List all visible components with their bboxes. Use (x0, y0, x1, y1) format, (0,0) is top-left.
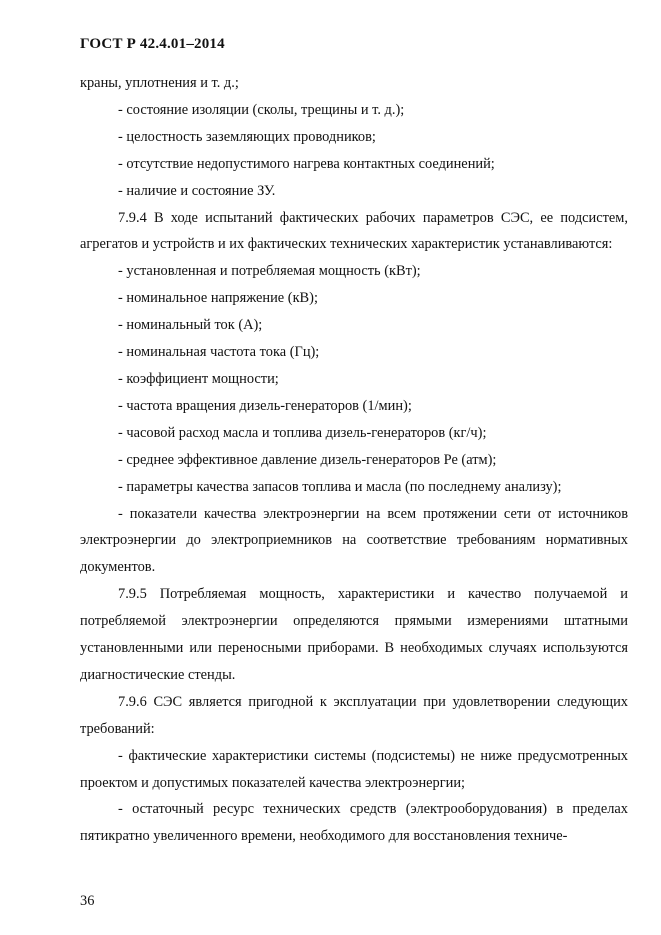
list-item: - номинальный ток (А); (118, 317, 263, 334)
list-item: - параметры качества запасов топлива и масла (по последнему анализу); (118, 478, 562, 495)
paragraph-7-9-4: 7.9.4 В ходе испытаний фактических рабочих параметров СЭС, ее подсистем, агрегатов и устройств и их фактических технических характеристик устанавливаются: (80, 209, 628, 253)
list-item: - остаточный ресурс технических средств (электрооборудования) в пределах пятикратно увеличенного времени, необходимого для восстановления техниче- (80, 801, 628, 845)
paragraph-7-9-6: 7.9.6 СЭС является пригодной к эксплуатации при удовлетворении следующих требований: (80, 693, 628, 737)
list-item: - среднее эффективное давление дизель-генераторов Ре (атм); (118, 451, 497, 468)
list-item: - установленная и потребляемая мощность (кВт); (118, 263, 421, 280)
text-line: краны, уплотнения и т. д.; (80, 75, 239, 91)
list-item: - состояние изоляции (сколы, трещины и т. д.); (118, 101, 405, 118)
list-item: - номинальное напряжение (кВ); (118, 290, 318, 307)
list-item: - наличие и состояние ЗУ. (118, 182, 276, 199)
list-item: - фактические характеристики системы (подсистемы) не ниже предусмотренных проектом и допустимых показателей качества электроэнергии; (80, 747, 628, 791)
paragraph-7-9-5: 7.9.5 Потребляемая мощность, характеристики и качество получаемой и потребляемой электроэнергии определяются прямыми измерениями штатными установленными или переносными приборами. В необходимых случаях используются диагностические стенды. (80, 586, 628, 683)
list-item: - коэффициент мощности; (118, 370, 279, 387)
list-item: - целостность заземляющих проводников; (118, 128, 376, 145)
list-item: - номинальная частота тока (Гц); (118, 344, 320, 361)
list-item: - частота вращения дизель-генераторов (1/мин); (118, 397, 412, 414)
list-item: - показатели качества электроэнергии на всем протяжении сети от источников электроэнергии до электроприемников на соответствие требованиям нормативных документов. (80, 505, 628, 576)
list-item: - отсутствие недопустимого нагрева контактных соединений; (118, 155, 495, 172)
page-number: 36 (80, 893, 95, 909)
document-body (80, 70, 628, 850)
document-header: ГОСТ Р 42.4.01–2014 (80, 36, 225, 52)
list-item: - часовой расход масла и топлива дизель-генераторов (кг/ч); (118, 424, 487, 441)
